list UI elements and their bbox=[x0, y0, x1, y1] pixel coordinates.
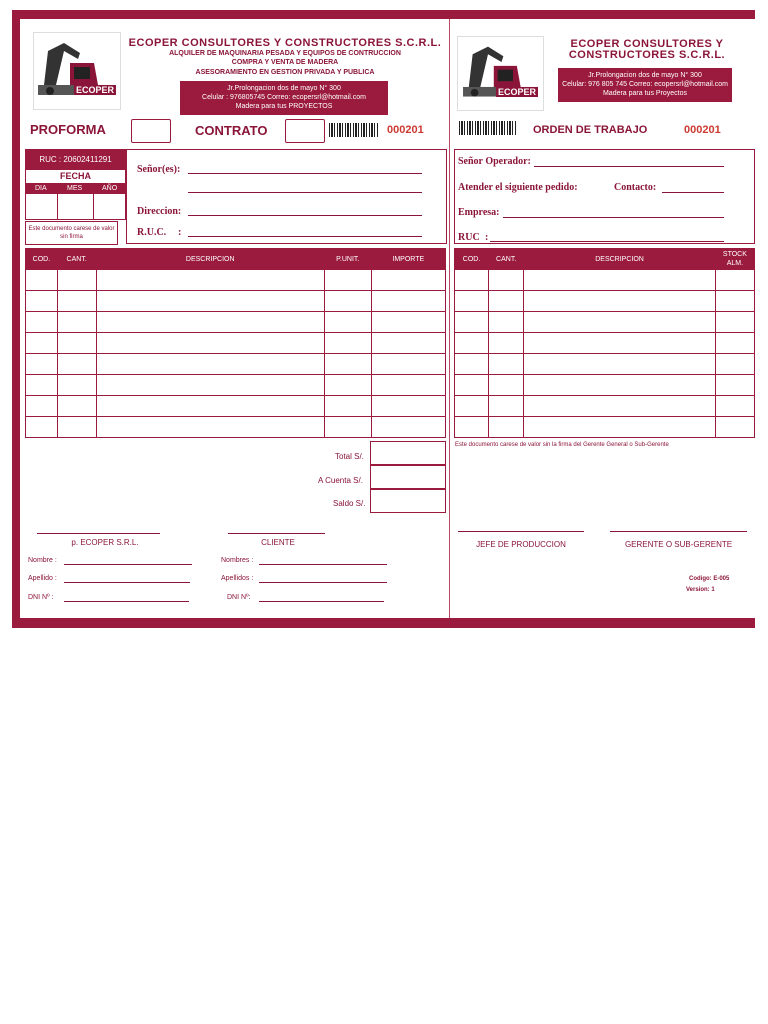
table-row bbox=[26, 375, 446, 396]
table-cell[interactable] bbox=[324, 354, 371, 375]
table-cell[interactable] bbox=[96, 354, 324, 375]
service-line-2: COMPRA Y VENTA DE MADERA bbox=[231, 59, 339, 66]
table-cell[interactable] bbox=[455, 354, 489, 375]
contrato-checkbox[interactable] bbox=[285, 119, 325, 143]
table-cell[interactable] bbox=[26, 270, 58, 291]
table-cell[interactable] bbox=[26, 354, 58, 375]
a-cuenta-label: A Cuenta S/. bbox=[318, 476, 363, 485]
table-cell[interactable] bbox=[371, 354, 445, 375]
excavator-icon bbox=[34, 33, 120, 109]
table-cell[interactable] bbox=[524, 396, 716, 417]
service-line-3: ASESORAMIENTO EN GESTION PRIVADA Y PUBLICA bbox=[195, 69, 375, 76]
table-cell[interactable] bbox=[26, 375, 58, 396]
table-cell[interactable] bbox=[324, 291, 371, 312]
senor-field-2[interactable] bbox=[188, 192, 422, 193]
table-cell[interactable] bbox=[524, 417, 716, 438]
signature-cliente-label: CLIENTE bbox=[261, 538, 295, 547]
table-cell[interactable] bbox=[26, 312, 58, 333]
nombres-field[interactable] bbox=[259, 564, 387, 565]
orden-number: 000201 bbox=[684, 124, 721, 136]
table-cell[interactable] bbox=[715, 291, 754, 312]
dni-field[interactable] bbox=[64, 601, 189, 602]
table-row bbox=[455, 333, 755, 354]
ruc-colon-left: : bbox=[178, 227, 182, 238]
table-cell[interactable] bbox=[96, 417, 324, 438]
codigo-label: Codigo: E-005 bbox=[689, 576, 730, 582]
table-cell[interactable] bbox=[57, 417, 96, 438]
a-cuenta-field[interactable] bbox=[370, 465, 446, 489]
table-cell[interactable] bbox=[489, 396, 524, 417]
table-row bbox=[26, 417, 446, 438]
table-cell[interactable] bbox=[57, 375, 96, 396]
contacto-field[interactable] bbox=[662, 192, 724, 193]
col-cant: CANT. bbox=[57, 249, 96, 270]
logo-text-right: ECOPER bbox=[498, 87, 537, 97]
signature-ecoper-label: p. ECOPER S.R.L. bbox=[71, 538, 139, 547]
col-cod: COD. bbox=[455, 249, 489, 270]
table-cell[interactable] bbox=[371, 375, 445, 396]
ruc-date-box bbox=[25, 149, 126, 220]
table-cell[interactable] bbox=[371, 396, 445, 417]
date-divider-2 bbox=[93, 194, 94, 219]
dni-label: DNI Nº : bbox=[28, 594, 54, 601]
senor-label: Señor(es): bbox=[137, 164, 181, 175]
company-name-right-1: ECOPER CONSULTORES Y bbox=[570, 38, 724, 50]
empresa-field[interactable] bbox=[503, 217, 724, 218]
table-row bbox=[26, 312, 446, 333]
table-cell[interactable] bbox=[524, 354, 716, 375]
table-cell[interactable] bbox=[715, 417, 754, 438]
total-field[interactable] bbox=[370, 441, 446, 465]
proforma-label: PROFORMA bbox=[30, 122, 106, 137]
table-cell[interactable] bbox=[489, 417, 524, 438]
col-descripcion: DESCRIPCION bbox=[96, 249, 324, 270]
operador-field[interactable] bbox=[534, 166, 724, 167]
logo-text: ECOPER bbox=[76, 85, 115, 95]
r-contact-address: Jr.Prolongacion dos de mayo N° 300 bbox=[588, 72, 702, 79]
col-punit: P.UNIT. bbox=[324, 249, 371, 270]
orden-label: ORDEN DE TRABAJO bbox=[533, 124, 648, 136]
table-cell[interactable] bbox=[524, 333, 716, 354]
ruc-colon-right: : bbox=[485, 232, 489, 243]
company-logo-left bbox=[33, 32, 121, 110]
table-row bbox=[455, 417, 755, 438]
signature-line-ecoper[interactable] bbox=[37, 533, 160, 534]
top-border bbox=[12, 10, 755, 19]
table-cell[interactable] bbox=[57, 270, 96, 291]
ruc-label-right: RUC bbox=[458, 232, 480, 243]
table-cell[interactable] bbox=[324, 270, 371, 291]
signature-line-jefe[interactable] bbox=[458, 531, 584, 532]
ruc-field-right[interactable] bbox=[490, 241, 724, 242]
table-cell[interactable] bbox=[715, 312, 754, 333]
dni2-label: DNI Nº: bbox=[227, 594, 251, 601]
service-line-1: ALQUILER DE MAQUINARIA PESADA Y EQUIPOS DE CONTRUCCION bbox=[169, 50, 401, 57]
contact-slogan: Madera para tus PROYECTOS bbox=[235, 103, 333, 110]
senor-field[interactable] bbox=[188, 173, 422, 174]
table-cell[interactable] bbox=[715, 396, 754, 417]
table-cell[interactable] bbox=[489, 291, 524, 312]
table-row bbox=[455, 312, 755, 333]
table-cell[interactable] bbox=[371, 270, 445, 291]
orden-table bbox=[454, 248, 755, 438]
mes-label: MES bbox=[67, 185, 83, 192]
empresa-label: Empresa: bbox=[458, 207, 500, 218]
table-cell[interactable] bbox=[489, 354, 524, 375]
barcode-right bbox=[459, 121, 517, 135]
contact-box-left bbox=[180, 81, 388, 115]
table-cell[interactable] bbox=[715, 270, 754, 291]
table-row bbox=[455, 291, 755, 312]
operador-label: Señor Operador: bbox=[458, 156, 531, 167]
ruc-header: RUC : 20602411291 bbox=[26, 150, 125, 170]
table-cell[interactable] bbox=[324, 375, 371, 396]
bottom-border bbox=[12, 618, 755, 628]
table-cell[interactable] bbox=[489, 333, 524, 354]
nombres-label: Nombres : bbox=[221, 557, 254, 564]
table-row bbox=[26, 396, 446, 417]
apellidos-field[interactable] bbox=[259, 582, 387, 583]
company-name-left: ECOPER CONSULTORES Y CONSTRUCTORES S.C.R.L. bbox=[128, 37, 442, 49]
dia-label: DIA bbox=[35, 185, 47, 192]
apellidos-label: Apellidos : bbox=[221, 575, 254, 582]
table-cell[interactable] bbox=[57, 396, 96, 417]
contact-phone-email: Celular : 976805745 Correo: ecopersrl@hotmail.com bbox=[202, 94, 366, 101]
company-name-right-2: CONSTRUCTORES S.C.R.L. bbox=[568, 49, 726, 61]
contact-address: Jr.Prolongacion dos de mayo N° 300 bbox=[227, 85, 341, 92]
apellido-label: Apellido : bbox=[28, 575, 57, 582]
table-cell[interactable] bbox=[57, 354, 96, 375]
table-cell[interactable] bbox=[96, 333, 324, 354]
table-cell[interactable] bbox=[524, 291, 716, 312]
direccion-label: Direccion: bbox=[137, 206, 182, 217]
apellido-field[interactable] bbox=[64, 582, 190, 583]
table-row bbox=[26, 270, 446, 291]
table-cell[interactable] bbox=[455, 417, 489, 438]
table-row bbox=[26, 333, 446, 354]
table-row bbox=[26, 291, 446, 312]
anio-field[interactable] bbox=[95, 195, 124, 218]
table-row bbox=[26, 354, 446, 375]
table-cell[interactable] bbox=[489, 312, 524, 333]
section-divider bbox=[449, 19, 450, 618]
contacto-label: Contacto: bbox=[614, 182, 657, 193]
table-row bbox=[455, 375, 755, 396]
table-cell[interactable] bbox=[26, 291, 58, 312]
table-cell[interactable] bbox=[371, 312, 445, 333]
fecha-label: FECHA bbox=[26, 170, 125, 184]
nombre-label: Nombre : bbox=[28, 557, 57, 564]
nombre-field[interactable] bbox=[64, 564, 192, 565]
table-cell[interactable] bbox=[371, 333, 445, 354]
anio-label: AÑO bbox=[102, 185, 118, 192]
table-cell[interactable] bbox=[57, 291, 96, 312]
table-cell[interactable] bbox=[57, 333, 96, 354]
table-row bbox=[455, 270, 755, 291]
total-label: Total S/. bbox=[335, 452, 364, 461]
signature-line-gerente[interactable] bbox=[610, 531, 747, 532]
table-cell[interactable] bbox=[96, 375, 324, 396]
signature-line-cliente[interactable] bbox=[228, 533, 325, 534]
col-descripcion: DESCRIPCION bbox=[524, 249, 716, 270]
signature-jefe-label: JEFE DE PRODUCCION bbox=[476, 540, 566, 549]
table-cell[interactable] bbox=[455, 291, 489, 312]
table-cell[interactable] bbox=[455, 396, 489, 417]
proforma-checkbox[interactable] bbox=[131, 119, 171, 143]
table-cell[interactable] bbox=[524, 312, 716, 333]
left-border bbox=[12, 10, 20, 628]
company-logo-right bbox=[457, 36, 544, 111]
table-cell[interactable] bbox=[96, 312, 324, 333]
table-cell[interactable] bbox=[96, 291, 324, 312]
table-cell[interactable] bbox=[26, 396, 58, 417]
table-cell[interactable] bbox=[371, 417, 445, 438]
table-cell[interactable] bbox=[715, 354, 754, 375]
table-cell[interactable] bbox=[489, 270, 524, 291]
proforma-number: 000201 bbox=[387, 124, 424, 136]
dia-field[interactable] bbox=[27, 195, 56, 218]
table-cell[interactable] bbox=[57, 312, 96, 333]
table-cell[interactable] bbox=[26, 333, 58, 354]
table-cell[interactable] bbox=[524, 375, 716, 396]
table-cell[interactable] bbox=[455, 333, 489, 354]
mes-field[interactable] bbox=[59, 195, 92, 218]
table-cell[interactable] bbox=[96, 396, 324, 417]
saldo-label: Saldo S/. bbox=[333, 499, 366, 508]
direccion-field[interactable] bbox=[188, 215, 422, 216]
table-cell[interactable] bbox=[715, 375, 754, 396]
dni2-field[interactable] bbox=[259, 601, 384, 602]
date-divider-1 bbox=[57, 194, 58, 219]
col-cod: COD. bbox=[26, 249, 58, 270]
saldo-field[interactable] bbox=[370, 489, 446, 513]
table-header bbox=[455, 249, 755, 270]
col-stock: STOCK ALM. bbox=[715, 249, 754, 270]
table-cell[interactable] bbox=[455, 375, 489, 396]
table-cell[interactable] bbox=[324, 333, 371, 354]
table-row bbox=[455, 396, 755, 417]
table-cell[interactable] bbox=[371, 291, 445, 312]
table-cell[interactable] bbox=[524, 270, 716, 291]
col-cant: CANT. bbox=[489, 249, 524, 270]
table-cell[interactable] bbox=[324, 417, 371, 438]
table-cell[interactable] bbox=[455, 312, 489, 333]
r-contact-slogan: Madera para tus Proyectos bbox=[602, 90, 688, 97]
table-row bbox=[455, 354, 755, 375]
table-cell[interactable] bbox=[324, 312, 371, 333]
barcode-left bbox=[329, 123, 379, 137]
table-cell[interactable] bbox=[324, 396, 371, 417]
contact-box-right bbox=[558, 68, 732, 102]
table-cell[interactable] bbox=[455, 270, 489, 291]
note-left: Este documento carese de valor sin firma bbox=[28, 226, 115, 240]
col-importe: IMPORTE bbox=[371, 249, 445, 270]
version-label: Version: 1 bbox=[686, 587, 715, 593]
excavator-icon bbox=[458, 37, 543, 110]
atender-label: Atender el siguiente pedido: bbox=[458, 182, 578, 193]
note-right: Este documento carese de valor sin la firma del Gerente General o Sub-Gerente bbox=[455, 442, 669, 448]
table-cell[interactable] bbox=[715, 333, 754, 354]
ruc-label-left: R.U.C. bbox=[137, 227, 167, 238]
proforma-table bbox=[25, 248, 446, 438]
ruc-field-left[interactable] bbox=[188, 236, 422, 237]
contrato-label: CONTRATO bbox=[195, 123, 268, 138]
table-header bbox=[26, 249, 446, 270]
table-cell[interactable] bbox=[96, 270, 324, 291]
r-contact-phone-email: Celular: 976 805 745 Correo: ecopersrl@hotmail.com bbox=[562, 81, 728, 88]
note-box-left bbox=[25, 221, 118, 245]
table-cell[interactable] bbox=[489, 375, 524, 396]
signature-gerente-label: GERENTE O SUB-GERENTE bbox=[624, 540, 733, 549]
table-cell[interactable] bbox=[26, 417, 58, 438]
